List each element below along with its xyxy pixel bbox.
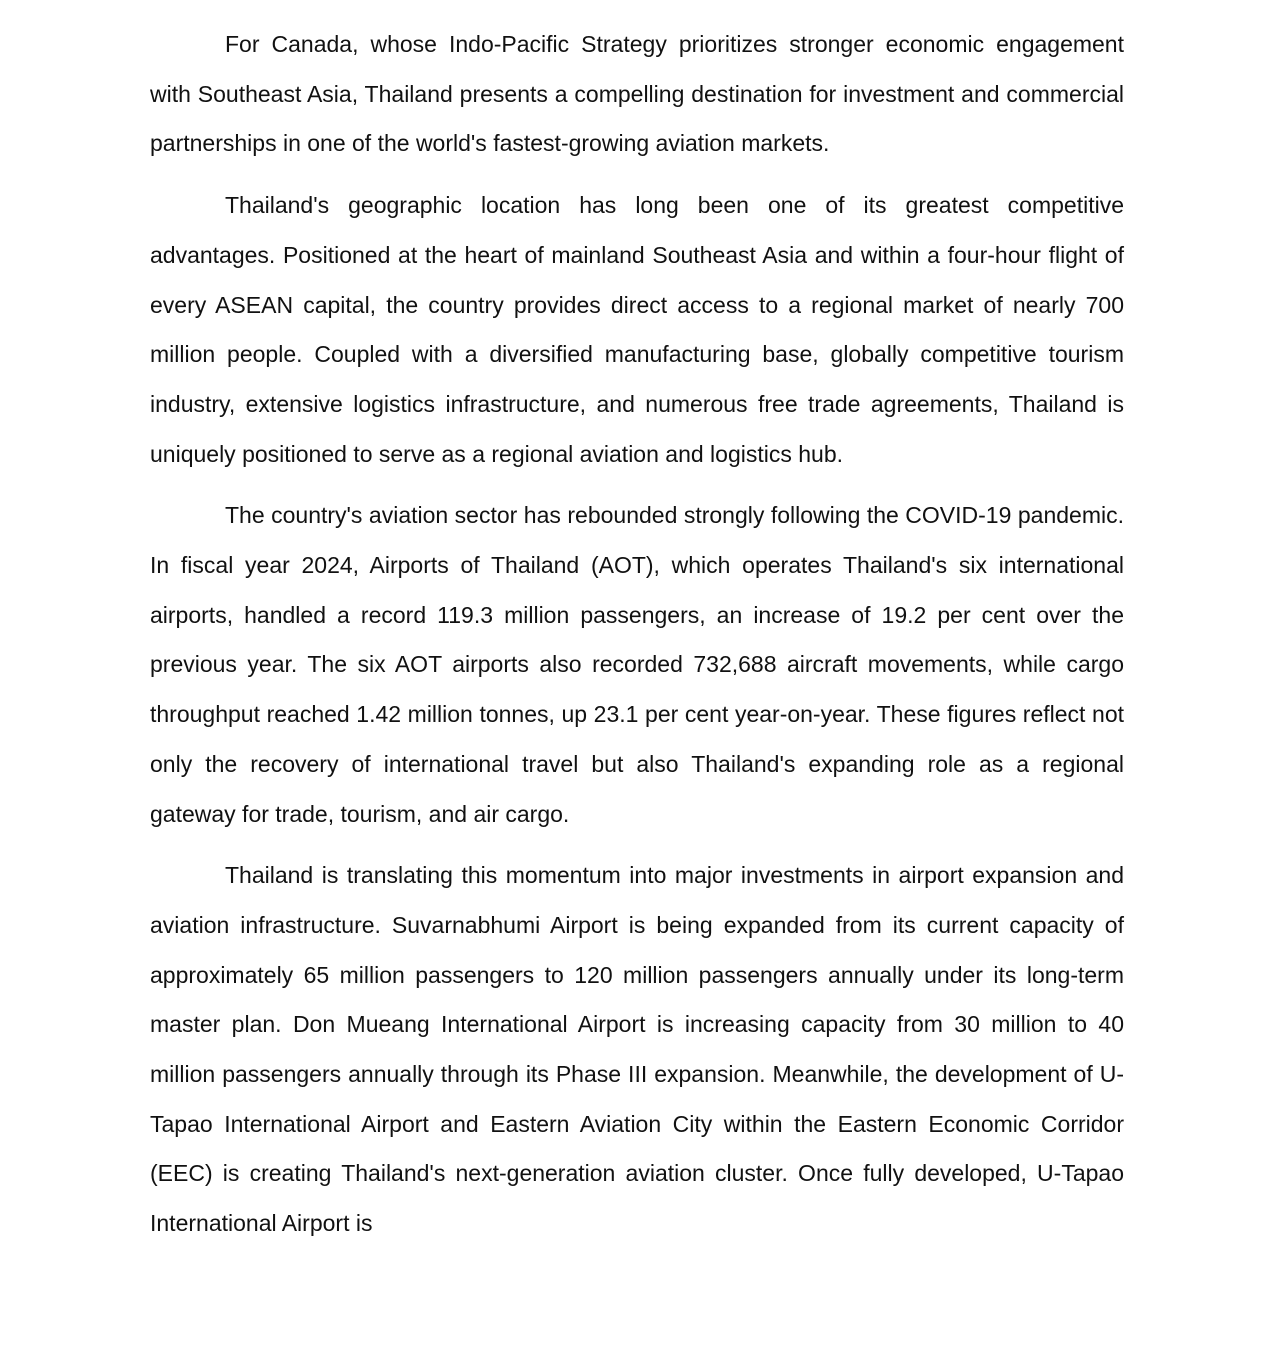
paragraph-geographic-location: Thailand's geographic location has long been one of its greatest competitive advantages. Positioned at the heart of mainland Southeast Asia and within a four-hour flight of every ASEAN capital, the country provides direct access to a regional market of nearly 700 million people. Coupled with a diversified manufacturing base, globally competitive tourism industry, extensive logistics infrastructure, and numerous free trade agreements, Thailand is uniquely positioned to serve as a regional aviation and logistics hub. [150, 192, 1124, 467]
paragraph-aviation-rebound: The country's aviation sector has rebounded strongly following the COVID-19 pandemic. In fiscal year 2024, Airports of Thailand (AOT), which operates Thailand's six international airports, handled a record 119.3 million passengers, an increase of 19.2 per cent over the previous year. The six AOT airports also recorded 732,688 aircraft movements, while cargo throughput reached 1.42 million tonnes, up 23.1 per cent year-on-year. These figures reflect not only the recovery of international travel but also Thailand's expanding role as a regional gateway for trade, tourism, and air cargo. [150, 502, 1124, 827]
paragraph-airport-expansion: Thailand is translating this momentum into major investments in airport expansion and aviation infrastructure. Suvarnabhumi Airport is being expanded from its current capacity of approximately 65 million passengers to 120 million passengers annually under its long-term master plan. Don Mueang International Airport is increasing capacity from 30 million to 40 million passengers annually through its Phase III expansion. Meanwhile, the development of U-Tapao International Airport and Eastern Aviation City within the Eastern Economic Corridor (EEC) is creating Thailand's next-generation aviation cluster. Once fully developed, U-Tapao International Airport is [150, 862, 1124, 1237]
document-page [150, 20, 1124, 1261]
paragraph-canada-strategy: For Canada, whose Indo-Pacific Strategy prioritizes stronger economic engagement with Southeast Asia, Thailand presents a compelling destination for investment and commercial partnerships in one of the world's fastest-growing aviation markets. [150, 31, 1124, 157]
